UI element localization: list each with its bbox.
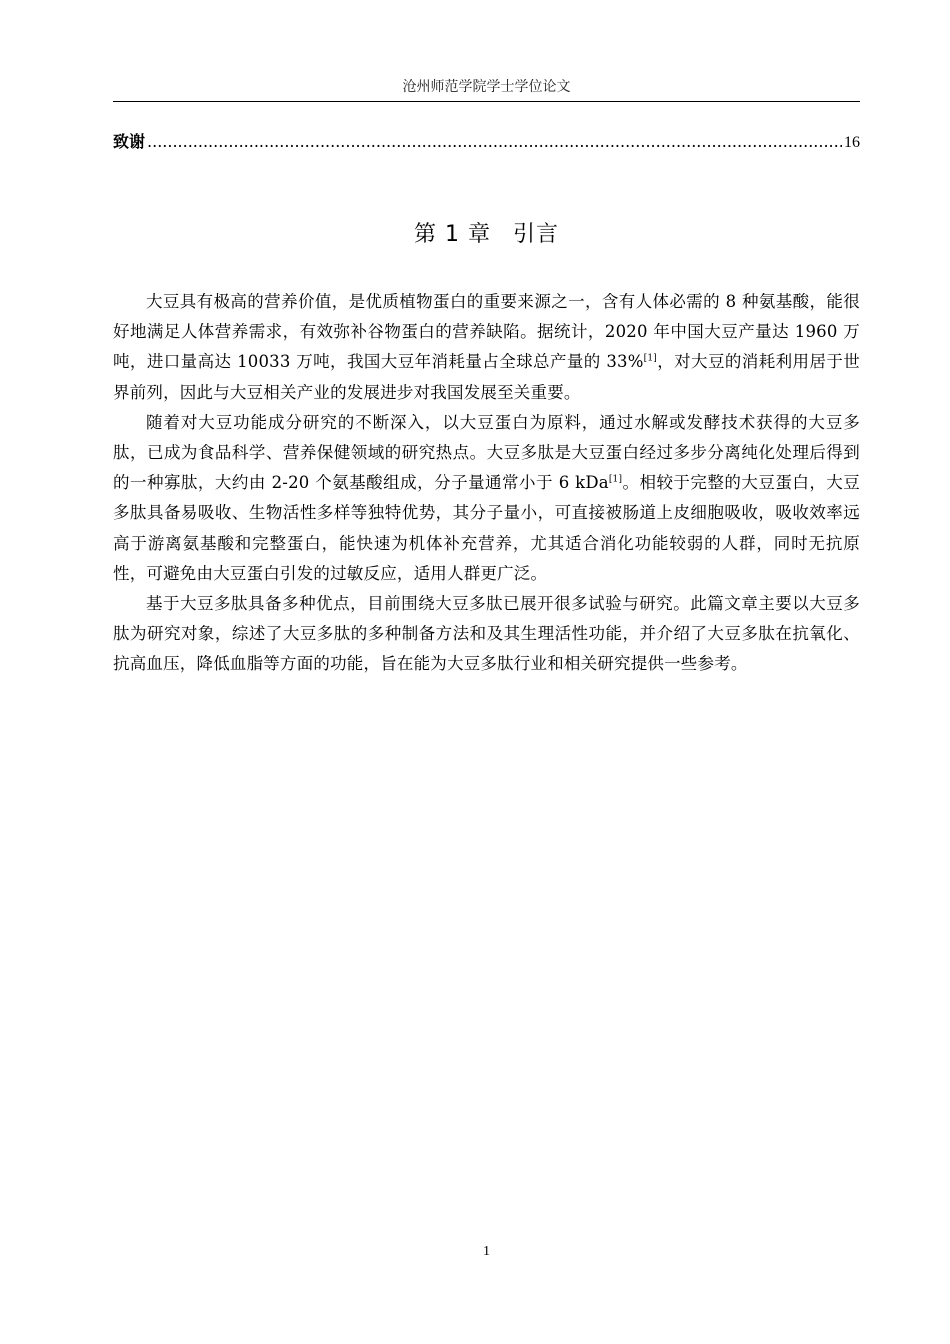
header-rule (113, 101, 860, 102)
paragraph-1-text-b: ，对大豆的消耗利用居于世界前列，因此与大豆相关产业的发展进步对我国发展至关重要。 (113, 352, 860, 402)
toc-entry-label: 致谢 (113, 132, 146, 151)
chapter-heading (113, 220, 860, 250)
paragraph-2 (113, 408, 860, 589)
page-number: 1 (483, 1244, 490, 1259)
toc-entry-acknowledgements[interactable] (113, 132, 860, 153)
paragraph-3: 基于大豆多肽具备多种优点，目前围绕大豆多肽已展开很多试验与研究。此篇文章主要以大豆多肽为研究对象，综述了大豆多肽的多种制备方法和及其生理活性功能，并介绍了大豆多肽在抗氧化、抗高血压，降低血脂等方面的功能，旨在能为大豆多肽行业和相关研究提供一些参考。 (113, 594, 860, 674)
paragraph-2-text-a: 随着对大豆功能成分研究的不断深入，以大豆蛋白为原料，通过水解或发酵技术获得的大豆多肽，已成为食品科学、营养保健领域的研究热点。大豆多肽是大豆蛋白经过多步分离纯化处理后得到的一种寡肽，大约由 2-20 个氨基酸组成，分子量通常小于 6 kDa (113, 412, 860, 493)
toc-leader-dots (147, 132, 842, 152)
toc-entry-page: 16 (844, 134, 860, 151)
citation-ref[interactable]: [1] (643, 353, 657, 364)
paragraph-1 (113, 287, 860, 408)
chapter-title: 引言 (512, 222, 559, 247)
chapter-body (113, 287, 860, 680)
page-header: 沧州师范学院学士学位论文 (402, 79, 571, 95)
citation-ref[interactable]: [1] (608, 474, 623, 485)
chapter-number: 第 1 章 (414, 222, 491, 247)
paragraph-1-text-a: 大豆具有极高的营养价值，是优质植物蛋白的重要来源之一，含有人体必需的 8 种氨基酸，能很好地满足人体营养需求，有效弥补谷物蛋白的营养缺陷。据统计，2020 年中国大豆产量达 1960 万吨，进口量高达 10033 万吨，我国大豆年消耗量占全球总产量的 33% (113, 292, 860, 372)
paragraph-2-text-b: 。相较于完整的大豆蛋白，大豆多肽具备易吸收、生物活性多样等独特优势，其分子量小，可直接被肠道上皮细胞吸收，吸收效率远高于游离氨基酸和完整蛋白，能快速为机体补充营养，尤其适合消化功能较弱的人群，同时无抗原性，可避免由大豆蛋白引发的过敏反应，适用人群更广泛。 (113, 473, 860, 583)
